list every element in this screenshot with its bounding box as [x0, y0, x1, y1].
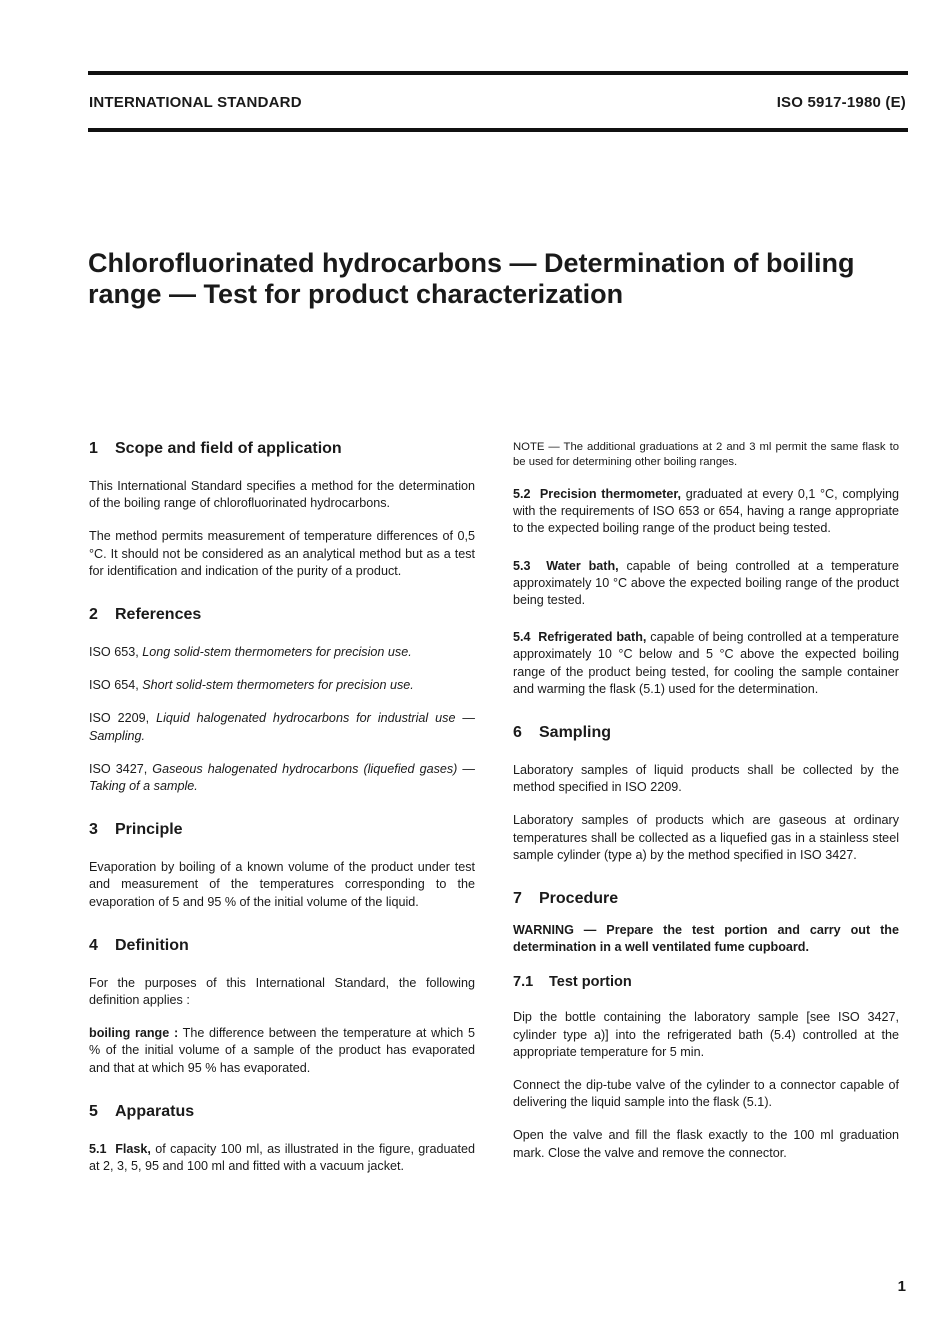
- paragraph: Laboratory samples of liquid products shall be collected by the method specified in ISO 2209.: [513, 763, 899, 795]
- paragraph: This International Standard specifies a method for the determination of the boiling range of chlorofluorinated hydrocarbons.: [89, 479, 475, 511]
- section-heading: 2 References: [89, 606, 202, 624]
- section-sampling: [513, 724, 899, 864]
- defined-term: boiling range :: [89, 1026, 179, 1041]
- section-heading: 7 Procedure: [513, 890, 619, 908]
- paragraph: Evaporation by boiling of a known volume of the product under test and measurement of the temperatures corresponding to the evaporation of 5 and 95 % of the initial volume of the liquid.: [89, 860, 475, 909]
- section-heading: 3 Principle: [89, 821, 183, 839]
- reference-item: ISO 3427, Gaseous halogenated hydrocarbons (liquefied gases) — Taking of a sample.: [89, 761, 476, 794]
- apparatus-item-refrigerated-bath: 5.4 Refrigerated bath, capable of being controlled at a temperature approximately 10 °C below and 5 °C above the expected boiling range of the product being tested, for cooling the sample container and warming the flask (5.1) used for the determination.: [513, 630, 899, 696]
- section-heading: 4 Definition: [89, 936, 189, 954]
- paragraph: For the purposes of this International Standard, the following definition applies :: [89, 975, 475, 1008]
- right-column: [513, 440, 899, 1178]
- document-type: INTERNATIONAL STANDARD: [89, 94, 302, 111]
- subsection-heading: 7.1 Test portion: [513, 974, 632, 991]
- reference-item: ISO 654, Short solid-stem thermometers for precision use.: [89, 678, 414, 693]
- section-apparatus: [89, 1103, 475, 1175]
- definition: boiling range : The difference between the temperature at which 5 % of the initial volume of a sample of the product has evaporated and that at which 95 % has evaporated.: [89, 1026, 475, 1075]
- section-heading: 6 Sampling: [513, 724, 612, 742]
- paragraph: Dip the bottle containing the laboratory sample [see ISO 3427, cylinder type a)] into the refrigerated bath (5.4) controlled at the appropriate temperature for 5 min.: [513, 1010, 899, 1059]
- standard-number: ISO 5917-1980 (E): [776, 94, 906, 111]
- left-column: [89, 440, 475, 1191]
- paragraph: The method permits measurement of temperature differences of 0,5 °C. It should not be considered as an analytical method but as a test for identification and indication of the purity of a product.: [89, 529, 475, 578]
- paragraph: Open the valve and fill the flask exactly to the 100 ml graduation mark. Close the valve and remove the connector.: [513, 1128, 899, 1160]
- section-scope: [89, 440, 475, 580]
- section-definition: [89, 937, 475, 1077]
- paragraph: Connect the dip-tube valve of the cylinder to a connector capable of delivering the liquid sample into the flask (5.1).: [513, 1078, 899, 1110]
- reference-item: ISO 653, Long solid-stem thermometers for precision use.: [89, 645, 412, 660]
- section-heading: 1 Scope and field of application: [89, 440, 342, 457]
- section-references: [89, 606, 475, 795]
- document-title: Chlorofluorinated hydrocarbons — Determination of boiling range — Test for product characterization: [88, 248, 855, 309]
- section-procedure: [513, 890, 899, 1162]
- apparatus-item-water-bath: 5.3 Water bath, capable of being controlled at a temperature approximately 10 °C above the expected boiling range of the product being tested.: [513, 558, 899, 608]
- note: NOTE — The additional graduations at 2 and 3 ml permit the same flask to be used for determining other boiling ranges.: [513, 441, 899, 468]
- paragraph: Laboratory samples of products which are gaseous at ordinary temperatures shall be collected as a liquefied gas in a stainless steel sample cylinder (type a) by the method specified in ISO 3427.: [513, 813, 899, 862]
- warning-text: WARNING — Prepare the test portion and carry out the determination in a well ventilated fume cupboard.: [513, 923, 899, 955]
- header-top-rule: [88, 71, 908, 75]
- section-heading: 5 Apparatus: [89, 1102, 195, 1120]
- apparatus-item-thermometer: 5.2 Precision thermometer, graduated at every 0,1 °C, complying with the requirements of ISO 653 or 654, having a range appropriate to the expected boiling range of the product being tested.: [513, 487, 900, 536]
- apparatus-item-flask: 5.1 Flask, of capacity 100 ml, as illustrated in the figure, graduated at 2, 3, 5, 95 and 100 ml and fitted with a vacuum jacket.: [89, 1141, 476, 1174]
- section-principle: [89, 821, 475, 911]
- header-bottom-rule: [88, 128, 908, 132]
- page-number: 1: [897, 1278, 906, 1295]
- reference-item: ISO 2209, Liquid halogenated hydrocarbons for industrial use — Sampling.: [89, 711, 475, 743]
